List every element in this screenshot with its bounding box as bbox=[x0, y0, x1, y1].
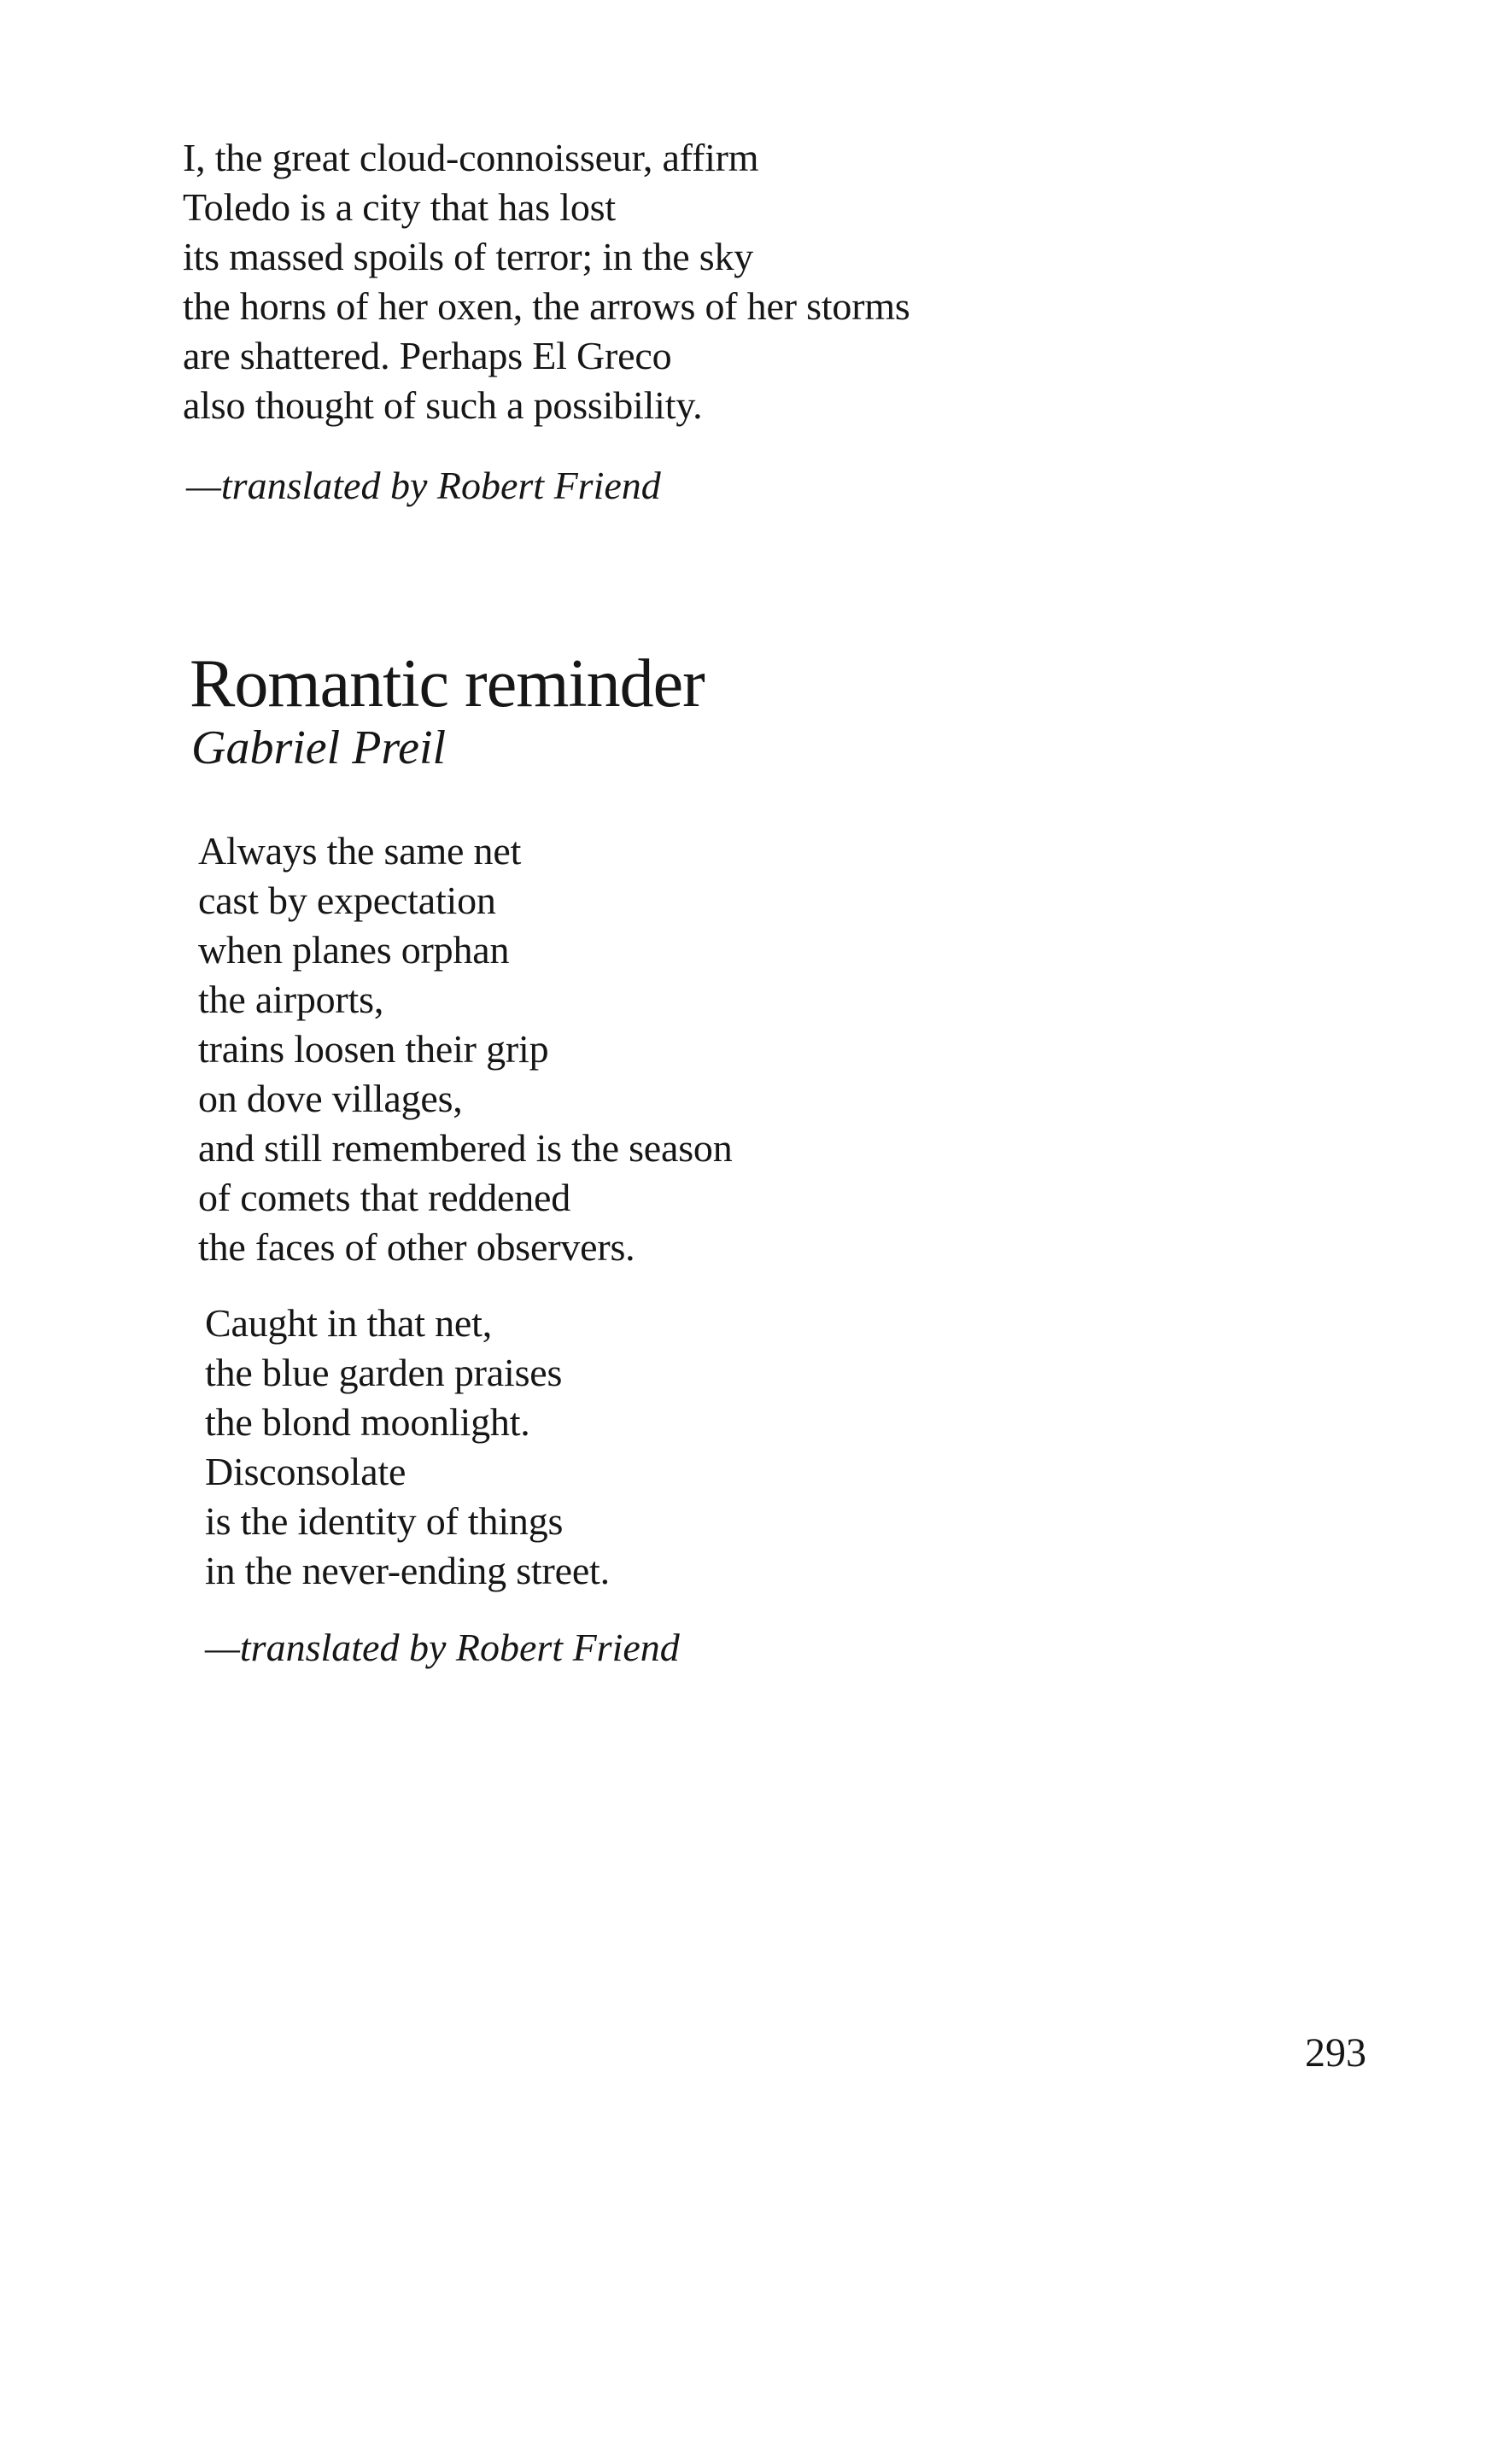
poem-line: on dove villages, bbox=[198, 1077, 463, 1120]
poem-line: Toledo is a city that has lost bbox=[183, 185, 616, 229]
poem-line: Caught in that net, bbox=[205, 1301, 493, 1345]
poem-line: and still remembered is the season bbox=[198, 1126, 733, 1170]
poem-line: the faces of other observers. bbox=[198, 1225, 635, 1269]
poem-author: Gabriel Preil bbox=[191, 721, 447, 774]
poem-line: the blue garden praises bbox=[205, 1351, 563, 1394]
previous-poem-closing-stanza bbox=[183, 133, 910, 430]
poem-line: in the never-ending street. bbox=[205, 1549, 610, 1592]
poem-line: the airports, bbox=[198, 978, 384, 1021]
poem-line: is the identity of things bbox=[205, 1499, 564, 1543]
poem-stanza bbox=[205, 1299, 610, 1596]
poem-line: also thought of such a possibility. bbox=[183, 383, 703, 427]
poem-line: I, the great cloud-connoisseur, affirm bbox=[183, 136, 759, 179]
poem-line: of comets that reddened bbox=[198, 1176, 571, 1219]
poem-line: Disconsolate bbox=[205, 1450, 406, 1493]
translator-credit: —translated by Robert Friend bbox=[186, 464, 661, 507]
poem-line: trains loosen their grip bbox=[198, 1027, 549, 1071]
poem-line: the horns of her oxen, the arrows of her storms bbox=[183, 284, 910, 328]
poem-stanza bbox=[198, 826, 733, 1272]
poem-line: Always the same net bbox=[198, 829, 522, 873]
translator-credit: —translated by Robert Friend bbox=[205, 1626, 680, 1669]
poem-title: Romantic reminder bbox=[190, 646, 705, 721]
poem-line: the blond moonlight. bbox=[205, 1400, 530, 1444]
poem-line: its massed spoils of terror; in the sky bbox=[183, 235, 754, 278]
poem-line: cast by expectation bbox=[198, 879, 496, 922]
poem-line: when planes orphan bbox=[198, 928, 510, 972]
poem-line: are shattered. Perhaps El Greco bbox=[183, 334, 672, 377]
page-number: 293 bbox=[1305, 2030, 1366, 2076]
